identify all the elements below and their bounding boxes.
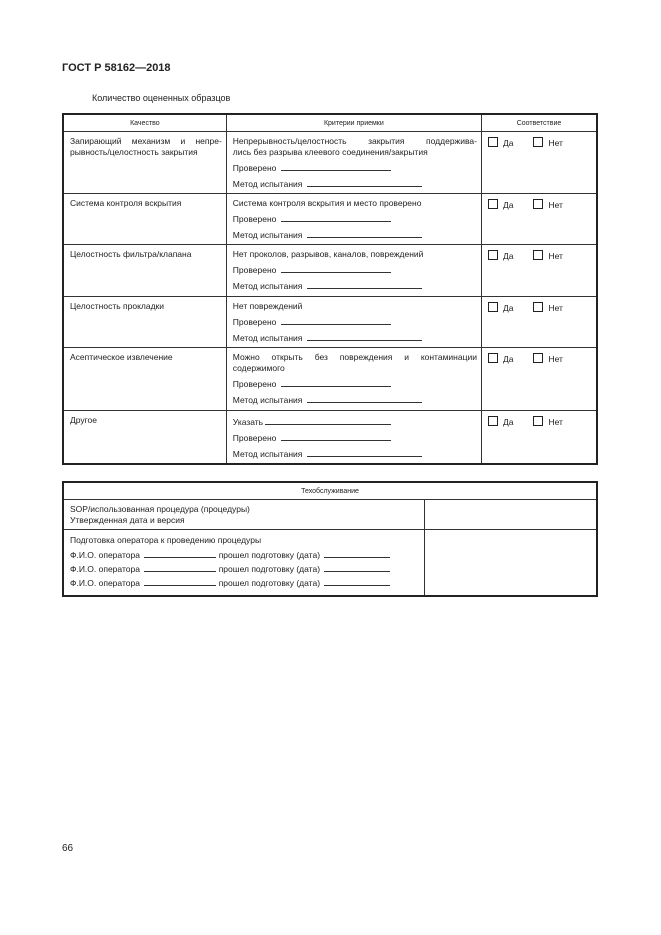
test-method-label-line: [233, 393, 477, 406]
no-checkbox[interactable]: [533, 353, 543, 363]
checked-label-line: [233, 212, 477, 225]
operator-name-field[interactable]: [144, 548, 216, 558]
training-date-field[interactable]: [324, 548, 390, 558]
criteria-cell: [226, 194, 481, 245]
checked-label: Проверено: [232, 163, 277, 173]
samples-count-caption: Количество оцененных образцов: [92, 93, 231, 103]
yes-option[interactable]: [488, 302, 513, 314]
yes-checkbox[interactable]: [488, 250, 498, 260]
specify-field[interactable]: [265, 415, 391, 425]
test-method-field[interactable]: [307, 177, 422, 187]
checked-label-line: [233, 377, 477, 390]
test-method-label-line: [233, 177, 477, 190]
training-date-field[interactable]: [324, 562, 390, 572]
yes-label: Да: [502, 200, 514, 210]
criteria-text: Можно открыть без повреждения и контаминации: [232, 352, 477, 362]
yes-checkbox[interactable]: [488, 353, 498, 363]
criteria-cell: [226, 245, 481, 297]
compliance-cell: [481, 348, 597, 411]
yes-label: Да: [502, 417, 514, 427]
operator-name-field[interactable]: [144, 576, 216, 586]
no-option[interactable]: [533, 199, 562, 211]
checked-label-line: [233, 161, 477, 174]
quality-label: Целостность фильтра/клапана: [70, 249, 192, 259]
no-option[interactable]: [533, 353, 562, 365]
test-method-label: Метод испытания: [232, 333, 303, 343]
quality-label: Система контроля вскрытия: [70, 198, 182, 208]
no-label: Нет: [548, 251, 563, 261]
test-method-label: Метод испытания: [232, 395, 303, 405]
yes-label: Да: [502, 303, 514, 313]
checked-field[interactable]: [281, 431, 391, 441]
maintenance-table-header: [63, 482, 597, 500]
quality-label: Асептическое извлечение: [70, 352, 173, 362]
trained-label: прошел подготовку (дата): [218, 564, 321, 574]
no-checkbox[interactable]: [533, 199, 543, 209]
checked-field[interactable]: [281, 161, 391, 171]
table-row: [63, 245, 597, 297]
operator-label: Ф.И.О. оператора: [70, 578, 140, 588]
compliance-cell: [481, 132, 597, 194]
quality-cell: [63, 348, 226, 411]
criteria-cell: [226, 297, 481, 348]
table-row: [63, 194, 597, 245]
trained-label: прошел подготовку (дата): [218, 578, 321, 588]
operator-name-field[interactable]: [144, 562, 216, 572]
header-quality: Качество: [63, 114, 226, 132]
no-label: Нет: [548, 303, 563, 313]
quality-table-header: [63, 114, 597, 132]
yes-label: Да: [502, 138, 514, 148]
checked-label-line: [233, 263, 477, 276]
no-option[interactable]: [533, 302, 562, 314]
quality-cell: [63, 297, 226, 348]
checked-field[interactable]: [281, 377, 391, 387]
test-method-label-line: [233, 331, 477, 344]
table-row: [63, 297, 597, 348]
sop-row: [63, 500, 597, 530]
checked-label: Проверено: [232, 317, 277, 327]
criteria-text: Нет повреждений: [232, 301, 303, 311]
no-checkbox[interactable]: [533, 250, 543, 260]
yes-label: Да: [502, 354, 514, 364]
no-label: Нет: [548, 417, 563, 427]
yes-option[interactable]: [488, 137, 513, 149]
yes-checkbox[interactable]: [488, 416, 498, 426]
checked-label: Проверено: [232, 265, 277, 275]
criteria-text: лись без разрыва клеевого соединения/закрытия: [232, 147, 428, 157]
compliance-cell: [481, 245, 597, 297]
criteria-text: Указать: [232, 417, 264, 427]
yes-option[interactable]: [488, 353, 513, 365]
no-checkbox[interactable]: [533, 302, 543, 312]
checked-label-line: [233, 315, 477, 328]
yes-checkbox[interactable]: [488, 137, 498, 147]
trained-label: прошел подготовку (дата): [218, 550, 321, 560]
header-criteria: Критерии приемки: [226, 114, 481, 132]
checked-field[interactable]: [281, 212, 391, 222]
test-method-label-line: [233, 447, 477, 460]
compliance-cell: [481, 297, 597, 348]
test-method-label: Метод испытания: [232, 281, 303, 291]
criteria-text: Нет проколов, разрывов, каналов, повреждений: [232, 249, 424, 259]
page-number: 66: [62, 843, 74, 854]
test-method-label-line: [233, 279, 477, 292]
table-row: [63, 132, 597, 194]
sop-value-cell[interactable]: [425, 500, 597, 530]
quality-cell: [63, 194, 226, 245]
no-label: Нет: [548, 138, 563, 148]
yes-label: Да: [502, 251, 514, 261]
document-standard-header: ГОСТ Р 58162—2018: [62, 62, 171, 74]
checked-field[interactable]: [281, 263, 391, 273]
quality-table: [62, 113, 598, 465]
quality-label: рывность/целостность закрытия: [70, 147, 198, 157]
criteria-text: Система контроля вскрытия и место проверено: [232, 198, 422, 208]
compliance-cell: [481, 194, 597, 245]
no-option[interactable]: [533, 416, 562, 428]
test-method-field[interactable]: [307, 228, 422, 238]
operator-label: Ф.И.О. оператора: [70, 564, 140, 574]
training-value-cell[interactable]: [425, 530, 597, 596]
quality-label: Целостность прокладки: [70, 301, 164, 311]
yes-option[interactable]: [488, 250, 513, 262]
operator-line: [70, 576, 418, 590]
test-method-field[interactable]: [307, 393, 422, 403]
test-method-label-line: [233, 228, 477, 241]
yes-checkbox[interactable]: [488, 302, 498, 312]
checked-field[interactable]: [281, 315, 391, 325]
training-title: Подготовка оператора к проведению процедуры: [70, 535, 262, 545]
checked-label: Проверено: [232, 379, 277, 389]
no-option[interactable]: [533, 250, 562, 262]
maintenance-table: [62, 481, 598, 597]
checked-label: Проверено: [232, 214, 277, 224]
criteria-cell: [226, 132, 481, 194]
test-method-field[interactable]: [307, 279, 422, 289]
table-row: [63, 411, 597, 464]
yes-option[interactable]: [488, 199, 513, 211]
training-cell: [63, 530, 425, 596]
operator-line: [70, 548, 418, 562]
test-method-label: Метод испытания: [232, 449, 303, 459]
no-option[interactable]: [533, 137, 562, 149]
table-row: [63, 348, 597, 411]
checked-label: Проверено: [232, 433, 277, 443]
no-label: Нет: [548, 354, 563, 364]
test-method-field[interactable]: [307, 447, 422, 457]
test-method-field[interactable]: [307, 331, 422, 341]
operator-line: [70, 562, 418, 576]
no-label: Нет: [548, 200, 563, 210]
sop-cell: [63, 500, 425, 530]
no-checkbox[interactable]: [533, 137, 543, 147]
quality-label: Запирающий механизм и непре-: [70, 136, 222, 146]
sop-label: SOP/использованная процедура (процедуры): [70, 504, 250, 514]
training-date-field[interactable]: [324, 576, 390, 586]
quality-cell: [63, 132, 226, 194]
header-maintenance: Техобслуживание: [63, 482, 597, 500]
yes-option[interactable]: [488, 416, 513, 428]
yes-checkbox[interactable]: [488, 199, 498, 209]
criteria-text: Непрерывность/целостность закрытия поддержива-: [232, 136, 477, 146]
compliance-cell: [481, 411, 597, 464]
quality-cell: [63, 245, 226, 297]
checked-label-line: [233, 431, 477, 444]
training-row: [63, 530, 597, 596]
test-method-label: Метод испытания: [232, 179, 303, 189]
sop-date-label: Утвержденная дата и версия: [70, 515, 185, 525]
header-compliance: Соответствие: [481, 114, 597, 132]
criteria-text: содержимого: [232, 363, 285, 373]
criteria-cell: [226, 411, 481, 464]
quality-label: Другое: [70, 415, 98, 425]
quality-cell: [63, 411, 226, 464]
criteria-cell: [226, 348, 481, 411]
test-method-label: Метод испытания: [232, 230, 303, 240]
no-checkbox[interactable]: [533, 416, 543, 426]
operator-label: Ф.И.О. оператора: [70, 550, 140, 560]
